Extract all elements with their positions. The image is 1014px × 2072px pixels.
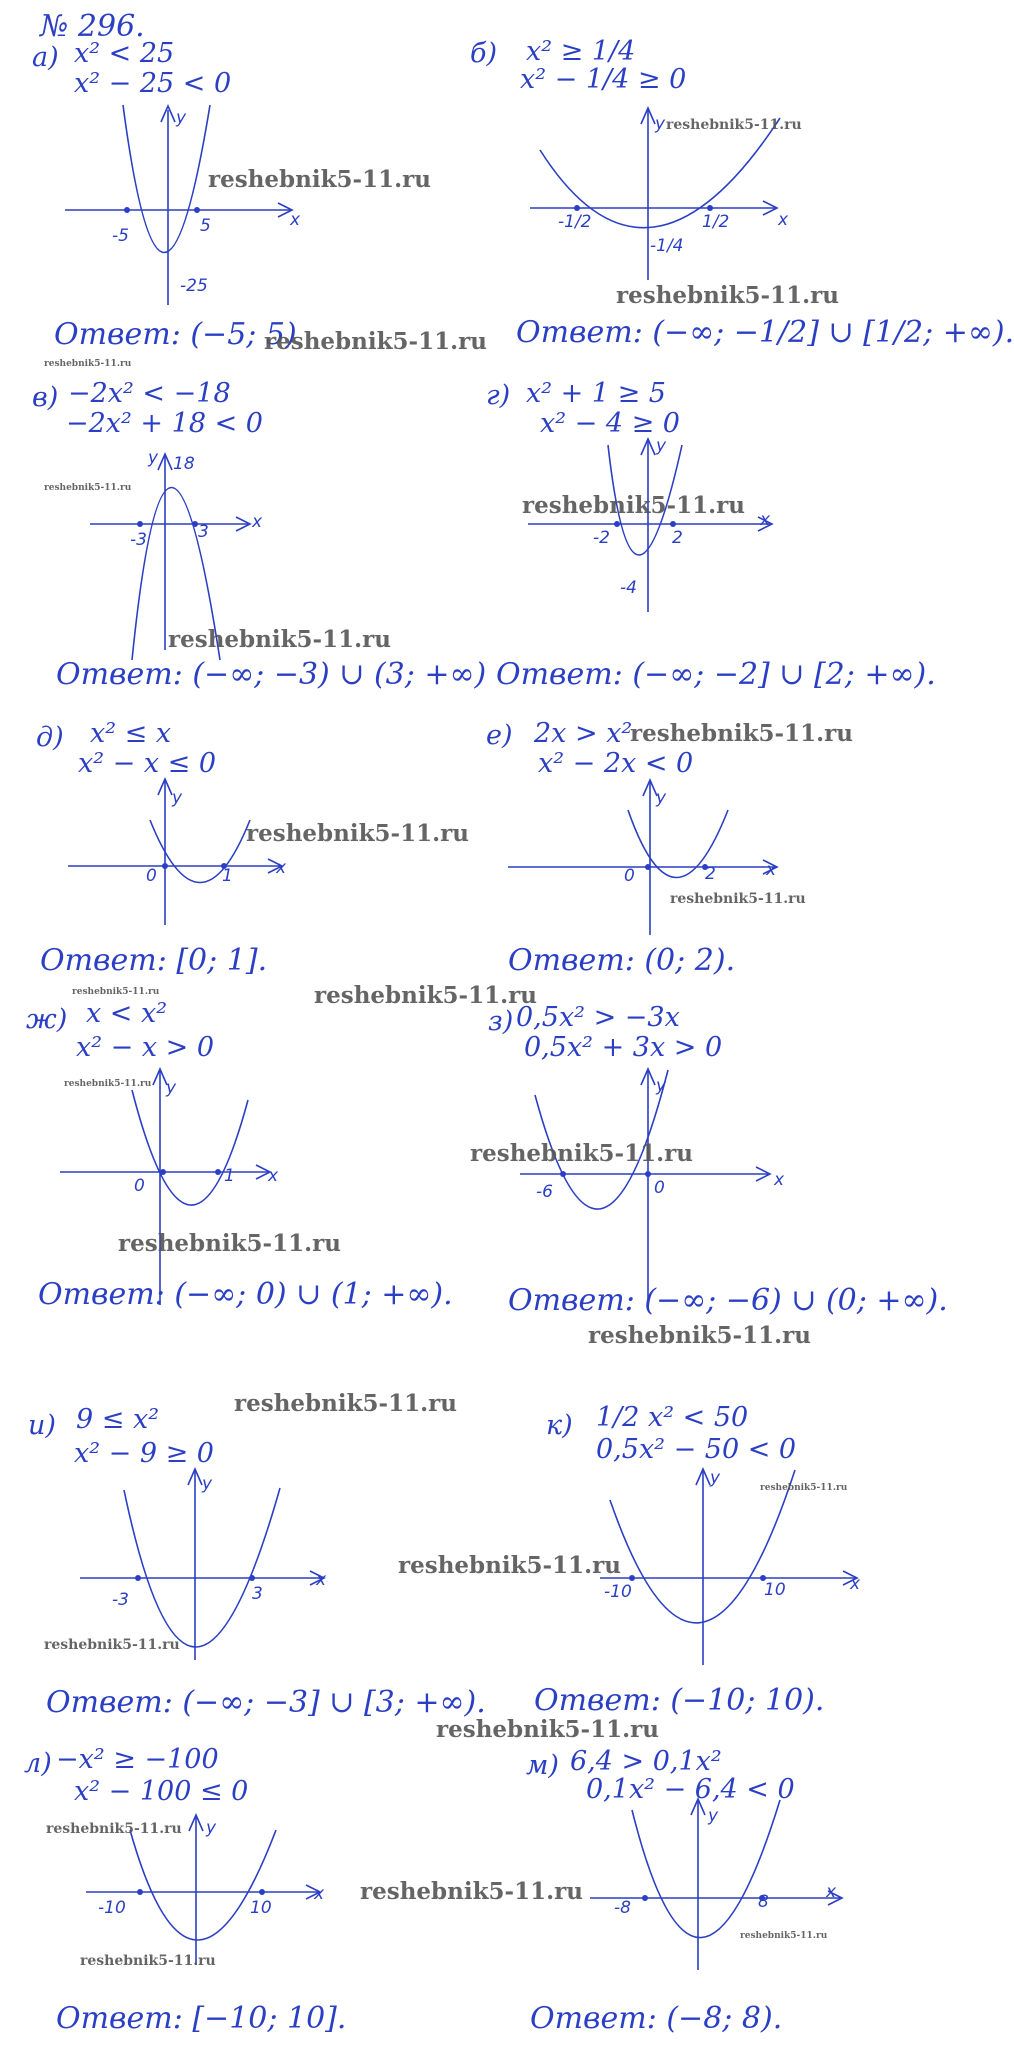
watermark: reshebnik5-11.ru xyxy=(616,282,839,309)
inequality-line: 6,4 > 0,1x² xyxy=(570,1746,722,1777)
problem-label: г) xyxy=(486,380,511,411)
inequality-line: x² < 25 xyxy=(74,38,175,69)
y-axis-label: y xyxy=(176,108,187,128)
x-axis-label: x xyxy=(778,210,789,230)
x-axis-label: x xyxy=(826,1882,837,1902)
watermark: reshebnik5-11.ru xyxy=(588,1322,811,1349)
watermark: reshebnik5-11.ru xyxy=(118,1230,341,1257)
x-tick-label: -8 xyxy=(614,1898,631,1918)
x-axis-label: x xyxy=(850,1574,861,1594)
watermark: reshebnik5-11.ru xyxy=(44,483,132,493)
y-axis-label: y xyxy=(172,788,183,808)
y-axis-label: y xyxy=(655,114,666,134)
problem-label: ж) xyxy=(26,1004,68,1035)
inequality-line: −x² ≥ −100 xyxy=(56,1744,219,1775)
parabola-curve xyxy=(632,1800,780,1938)
x-tick-label: -3 xyxy=(130,530,147,550)
inequality-line: 0,5x² − 50 < 0 xyxy=(596,1434,797,1465)
answer-line: Ответ: (−∞; −2] ∪ [2; +∞). xyxy=(496,657,936,692)
inequality-line: x² ≤ x xyxy=(90,718,172,749)
x-tick-label: -1/2 xyxy=(558,212,592,232)
inequality-line: −2x² < −18 xyxy=(68,378,231,409)
y-axis-label: y xyxy=(656,436,667,456)
watermark: reshebnik5-11.ru xyxy=(44,359,132,369)
answer-line: Ответ: (−8; 8). xyxy=(530,2001,783,2036)
y-tick-label: -4 xyxy=(620,578,637,598)
y-axis-label: y xyxy=(708,1806,719,1826)
inequality-line: x² − 25 < 0 xyxy=(74,68,232,99)
problem-label: и) xyxy=(28,1410,56,1441)
problem-label: а) xyxy=(32,42,59,73)
watermark: reshebnik5-11.ru xyxy=(234,1390,457,1417)
x-tick-label: 3 xyxy=(252,1584,263,1604)
x-axis-label: x xyxy=(290,210,301,230)
inequality-line: x² − 2x < 0 xyxy=(538,748,694,779)
answer-line: Ответ: (−∞; −6) ∪ (0; +∞). xyxy=(508,1283,948,1318)
x-axis-label: x xyxy=(268,1166,279,1186)
x-tick-label: -10 xyxy=(98,1898,126,1918)
watermark: reshebnik5-11.ru xyxy=(360,1878,583,1905)
watermark: reshebnik5-11.ru xyxy=(72,987,160,997)
x-axis-label: x xyxy=(314,1884,325,1904)
x-tick-label: -6 xyxy=(536,1182,553,1202)
answer-line: Ответ: (−10; 10). xyxy=(534,1683,825,1718)
watermark: reshebnik5-11.ru xyxy=(630,720,853,747)
x-axis-label: x xyxy=(760,510,771,530)
problem-label: б) xyxy=(470,38,498,69)
watermark: reshebnik5-11.ru xyxy=(470,1140,693,1167)
inequality-line: 9 ≤ x² xyxy=(76,1404,160,1435)
x-tick-label: 10 xyxy=(764,1580,786,1600)
answer-line: Ответ: (−∞; −1/2] ∪ [1/2; +∞). xyxy=(516,315,1014,350)
x-tick-label: 1/2 xyxy=(702,212,730,232)
problem-label: д) xyxy=(36,722,64,753)
inequality-line: x² − 9 ≥ 0 xyxy=(74,1438,214,1469)
x-tick-label: 0 xyxy=(654,1178,665,1198)
x-tick-label: 2 xyxy=(672,528,683,548)
x-tick-label: 2 xyxy=(705,864,716,884)
answer-line: Ответ: (−5; 5) xyxy=(54,317,297,352)
x-axis-label: x xyxy=(766,860,777,880)
x-tick-label: -3 xyxy=(112,1590,129,1610)
inequality-line: x² − x > 0 xyxy=(76,1032,215,1063)
inequality-line: 1/2 x² < 50 xyxy=(596,1402,749,1433)
problem-label: е) xyxy=(486,720,513,751)
y-axis-label: y xyxy=(166,1078,177,1098)
watermark: reshebnik5-11.ru xyxy=(64,1079,152,1089)
watermark: reshebnik5-11.ru xyxy=(436,1716,659,1743)
y-axis-label: y xyxy=(206,1818,217,1838)
exercise-number: № 296. xyxy=(40,9,145,44)
x-tick-label: 0 xyxy=(146,866,157,886)
watermark: reshebnik5-11.ru xyxy=(760,1483,848,1493)
inequality-line: 0,5x² + 3x > 0 xyxy=(524,1032,723,1063)
watermark: reshebnik5-11.ru xyxy=(264,328,487,355)
watermark: reshebnik5-11.ru xyxy=(80,1953,216,1969)
x-axis-label: x xyxy=(252,512,263,532)
watermark: reshebnik5-11.ru xyxy=(398,1552,621,1579)
y-tick-label: -25 xyxy=(180,276,208,296)
x-tick-label: 3 xyxy=(198,522,209,542)
watermark: reshebnik5-11.ru xyxy=(666,117,802,133)
answer-line: Ответ: [0; 1]. xyxy=(40,943,268,978)
problem-label: м) xyxy=(526,1750,559,1781)
inequality-line: x < x² xyxy=(86,998,168,1029)
x-tick-label: -10 xyxy=(604,1582,632,1602)
inequality-line: 0,5x² > −3x xyxy=(516,1002,680,1033)
x-tick-label: 0 xyxy=(624,866,635,886)
y-axis-label: y xyxy=(656,1076,667,1096)
inequality-line: x² − 1/4 ≥ 0 xyxy=(520,64,687,95)
watermark: reshebnik5-11.ru xyxy=(522,492,745,519)
x-tick-label: 10 xyxy=(250,1898,272,1918)
x-tick-label: 0 xyxy=(134,1176,145,1196)
y-axis-label: y xyxy=(148,448,159,468)
watermark: reshebnik5-11.ru xyxy=(168,626,391,653)
problem-label: к) xyxy=(546,1410,573,1441)
problem-label: в) xyxy=(32,382,59,413)
x-tick-label: 1 xyxy=(222,866,233,886)
x-axis-label: x xyxy=(774,1170,785,1190)
watermark: reshebnik5-11.ru xyxy=(670,891,806,907)
zero-point xyxy=(642,1895,648,1901)
answer-line: Ответ: [−10; 10]. xyxy=(56,2001,347,2036)
x-axis-label: x xyxy=(276,858,287,878)
x-tick-label: 5 xyxy=(200,216,211,236)
problem-label: л) xyxy=(24,1748,52,1779)
watermark: reshebnik5-11.ru xyxy=(44,1637,180,1653)
x-tick-label: 8 xyxy=(758,1892,769,1912)
inequality-line: x² + 1 ≥ 5 xyxy=(526,378,666,409)
x-axis-label: x xyxy=(316,1570,327,1590)
y-tick-label: -1/4 xyxy=(650,236,684,256)
problem-label: з) xyxy=(488,1006,514,1037)
x-tick-label: -5 xyxy=(112,226,129,246)
watermark: reshebnik5-11.ru xyxy=(246,820,469,847)
x-tick-label: -2 xyxy=(593,528,610,548)
answer-line: Ответ: (−∞; 0) ∪ (1; +∞). xyxy=(38,1277,453,1312)
inequality-line: 0,1x² − 6,4 < 0 xyxy=(586,1774,795,1805)
inequality-line: x² − 4 ≥ 0 xyxy=(540,408,680,439)
y-tick-label: 18 xyxy=(173,454,195,474)
inequality-line: 2x > x² xyxy=(534,718,633,749)
inequality-line: x² − 100 ≤ 0 xyxy=(74,1776,249,1807)
inequality-line: x² − x ≤ 0 xyxy=(78,748,217,779)
y-axis-label: y xyxy=(202,1474,213,1494)
inequality-line: −2x² + 18 < 0 xyxy=(66,408,263,439)
answer-line: Ответ: (−∞; −3] ∪ [3; +∞). xyxy=(46,1685,486,1720)
inequality-line: x² ≥ 1/4 xyxy=(526,36,636,67)
watermark: reshebnik5-11.ru xyxy=(208,166,431,193)
answer-line: Ответ: (0; 2). xyxy=(508,943,736,978)
y-axis-label: y xyxy=(710,1468,721,1488)
answer-line: Ответ: (−∞; −3) ∪ (3; +∞) xyxy=(56,657,487,692)
watermark: reshebnik5-11.ru xyxy=(46,1821,182,1837)
watermark: reshebnik5-11.ru xyxy=(740,1931,828,1941)
watermark: reshebnik5-11.ru xyxy=(314,982,537,1009)
y-axis-label: y xyxy=(656,788,667,808)
x-tick-label: 1 xyxy=(224,1166,235,1186)
